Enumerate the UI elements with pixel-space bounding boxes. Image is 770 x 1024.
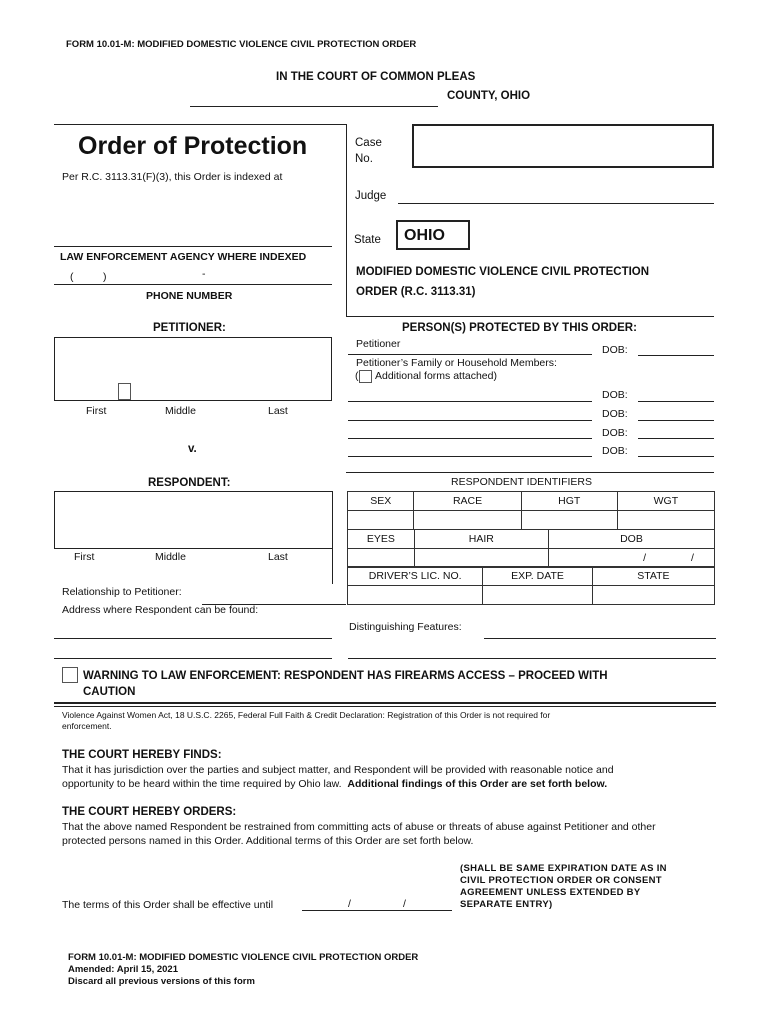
versus-label: v. <box>188 443 197 455</box>
race-header: RACE <box>414 492 521 511</box>
state-label: State <box>354 234 381 246</box>
race-input[interactable] <box>414 511 521 530</box>
sex-input[interactable] <box>348 511 414 530</box>
warning-rule-thick <box>54 702 716 704</box>
dob-field-3[interactable] <box>638 420 714 421</box>
address-field-1[interactable] <box>54 638 332 639</box>
case-label-1: Case <box>355 137 382 149</box>
caption-top-rule <box>54 124 346 125</box>
effective-slash-1: / <box>348 898 351 910</box>
effective-note-1: (SHALL BE SAME EXPIRATION DATE AS IN <box>460 863 667 874</box>
form-title: FORM 10.01-M: MODIFIED DOMESTIC VIOLENCE CIVIL PROTECTION ORDER <box>66 39 417 50</box>
agency-rule <box>54 246 332 247</box>
identifiers-row-1 <box>347 491 715 530</box>
hgt-header: HGT <box>521 492 617 511</box>
dob-slash-2: / <box>690 552 694 564</box>
firearms-warning-checkbox[interactable] <box>62 667 78 683</box>
petitioner-middle-label: Middle <box>165 405 196 417</box>
effective-label: The terms of this Order shall be effective until <box>62 899 274 911</box>
sex-header: SEX <box>348 492 414 511</box>
dob-label-5: DOB: <box>602 445 628 457</box>
exp-date-input[interactable] <box>483 586 592 605</box>
license-input[interactable] <box>348 586 483 605</box>
order-title: Order of Protection <box>78 132 308 160</box>
additional-forms-label: Additional forms attached) <box>375 370 497 382</box>
distinguishing-field-1[interactable] <box>484 638 716 639</box>
license-state-input[interactable] <box>592 586 714 605</box>
family-label: Petitioner’s Family or Household Members: <box>356 357 557 369</box>
respondent-first-label: First <box>74 551 95 563</box>
dob-field-1[interactable] <box>638 355 714 356</box>
member-field-4[interactable] <box>348 456 592 457</box>
additional-open-paren: ( <box>355 370 359 382</box>
dob-label-2: DOB: <box>602 389 628 401</box>
dob-slash-1: / <box>643 552 647 564</box>
petitioner-checkbox[interactable] <box>118 383 131 400</box>
respondent-right-rule <box>332 491 333 584</box>
court-name: IN THE COURT OF COMMON PLEAS <box>276 71 476 83</box>
judge-field[interactable] <box>398 203 714 204</box>
order-type-line-2: ORDER (R.C. 3113.31) <box>356 286 476 298</box>
county-label: COUNTY, OHIO <box>447 90 531 102</box>
protected-petitioner-label: Petitioner <box>356 338 401 350</box>
orders-line-2: protected persons named in this Order. Additional terms of this Order are set forth below. <box>62 835 474 847</box>
petitioner-name-input[interactable] <box>54 337 332 401</box>
effective-slash-2: / <box>403 898 406 910</box>
member-field-1[interactable] <box>348 401 592 402</box>
petitioner-last-label: Last <box>268 405 288 417</box>
state-box <box>396 220 470 250</box>
phone-open-paren: ( <box>70 271 74 283</box>
dob-field-5[interactable] <box>638 456 714 457</box>
identifiers-heading: RESPONDENT IDENTIFIERS <box>451 476 592 488</box>
petitioner-heading: PETITIONER: <box>153 322 226 334</box>
finds-line-2-text: opportunity to be heard within the time required by Ohio law. <box>62 778 348 790</box>
orders-line-1: That the above named Respondent be restrained from committing acts of abuse or threats of abuse against Petitioner and other <box>62 821 656 833</box>
distinguishing-field-2[interactable] <box>348 658 716 659</box>
finds-line-2 <box>62 778 607 790</box>
footer-line-2: Amended: April 15, 2021 <box>68 964 178 975</box>
exp-date-header: EXP. DATE <box>483 567 592 586</box>
footer-line-1: FORM 10.01-M: MODIFIED DOMESTIC VIOLENCE CIVIL PROTECTION ORDER <box>68 952 419 963</box>
finds-line-2-bold: Additional findings of this Order are set forth below. <box>347 778 608 790</box>
effective-note-4: SEPARATE ENTRY) <box>460 899 553 910</box>
agency-label: LAW ENFORCEMENT AGENCY WHERE INDEXED <box>60 251 307 263</box>
address-field-2[interactable] <box>54 658 332 659</box>
effective-note-3: AGREEMENT UNLESS EXTENDED BY <box>460 887 641 898</box>
respondent-name-input[interactable] <box>54 548 332 549</box>
effective-note-2: CIVIL PROTECTION ORDER OR CONSENT <box>460 875 662 886</box>
vawa-line-1: Violence Against Women Act, 18 U.S.C. 2265, Federal Full Faith & Credit Declaration: Registration of this Order is not required for <box>62 710 551 720</box>
distinguishing-label: Distinguishing Features: <box>349 621 462 633</box>
caption-divider <box>346 124 347 316</box>
dob-field-4[interactable] <box>638 438 714 439</box>
finds-heading: THE COURT HEREBY FINDS: <box>62 749 222 761</box>
protected-petitioner-field[interactable] <box>348 354 592 355</box>
phone-label: PHONE NUMBER <box>146 290 233 302</box>
license-state-header: STATE <box>592 567 714 586</box>
warning-line-2: CAUTION <box>83 686 136 698</box>
county-field[interactable] <box>190 92 438 107</box>
orders-heading: THE COURT HEREBY ORDERS: <box>62 806 237 818</box>
identifiers-top-rule <box>346 472 714 473</box>
dob-header: DOB <box>548 530 714 549</box>
indexed-note: Per R.C. 3113.31(F)(3), this Order is indexed at <box>62 171 283 183</box>
dob-label-1: DOB: <box>602 344 628 356</box>
judge-label: Judge <box>355 190 387 202</box>
warning-line-1: WARNING TO LAW ENFORCEMENT: RESPONDENT HAS FIREARMS ACCESS – PROCEED WITH <box>83 670 608 682</box>
footer-line-3: Discard all previous versions of this form <box>68 976 255 987</box>
additional-forms-checkbox[interactable] <box>359 370 372 383</box>
effective-date-input[interactable] <box>302 910 452 911</box>
hgt-input[interactable] <box>521 511 617 530</box>
relationship-label: Relationship to Petitioner: <box>62 586 182 598</box>
eyes-header: EYES <box>348 530 415 549</box>
respondent-middle-label: Middle <box>155 551 186 563</box>
state-value: OHIO <box>404 227 445 244</box>
dob-field-2[interactable] <box>638 401 714 402</box>
license-header: DRIVER’S LIC. NO. <box>348 567 483 586</box>
dob-label-4: DOB: <box>602 427 628 439</box>
phone-close-paren: ) <box>103 271 107 283</box>
phone-dash: - <box>202 268 206 280</box>
respondent-heading: RESPONDENT: <box>148 477 231 489</box>
respondent-top-rule <box>54 491 332 492</box>
case-number-input[interactable] <box>412 124 714 168</box>
hair-header: HAIR <box>414 530 548 549</box>
petitioner-first-label: First <box>86 405 107 417</box>
respondent-left-rule <box>54 491 55 549</box>
order-type-line-1: MODIFIED DOMESTIC VIOLENCE CIVIL PROTECTION <box>356 266 650 278</box>
address-label: Address where Respondent can be found: <box>62 604 259 616</box>
respondent-last-label: Last <box>268 551 288 563</box>
identifiers-row-3 <box>347 566 715 605</box>
finds-line-1: That it has jurisdiction over the parties and subject matter, and Respondent will be provided with reasonable notice and <box>62 764 614 776</box>
wgt-input[interactable] <box>617 511 714 530</box>
hair-input[interactable] <box>414 549 548 568</box>
warning-rule-thin <box>54 706 716 707</box>
caption-bottom-rule <box>346 316 714 317</box>
eyes-input[interactable] <box>348 549 415 568</box>
vawa-line-2: enforcement. <box>62 721 112 731</box>
identifiers-row-2 <box>347 529 715 568</box>
dob-label-3: DOB: <box>602 408 628 420</box>
wgt-header: WGT <box>617 492 714 511</box>
phone-field[interactable] <box>54 284 332 285</box>
member-field-3[interactable] <box>348 438 592 439</box>
respondent-dob-input[interactable] <box>548 549 714 568</box>
protected-heading: PERSON(S) PROTECTED BY THIS ORDER: <box>402 322 637 334</box>
case-label-2: No. <box>355 153 373 165</box>
member-field-2[interactable] <box>348 420 592 421</box>
